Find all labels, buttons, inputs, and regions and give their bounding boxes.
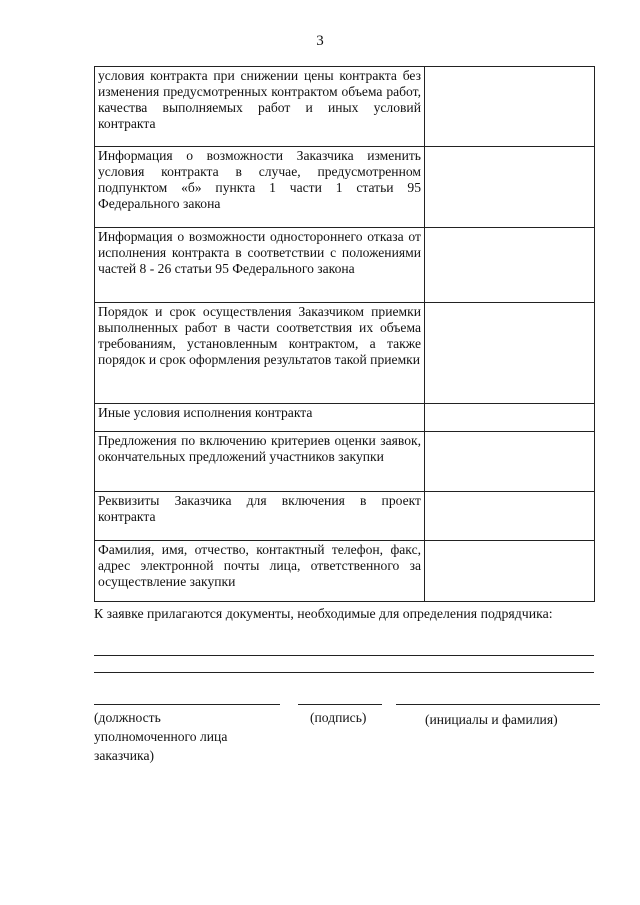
attachments-note: К заявке прилагаются документы, необходимые для определения подрядчика: <box>94 606 553 621</box>
row-value-cell <box>425 303 595 404</box>
row-value-cell <box>425 541 595 602</box>
row-label: Реквизиты Заказчика для включения в проект контракта <box>95 492 425 541</box>
name-caption: (инициалы и фамилия) <box>425 712 558 727</box>
table-row <box>95 228 595 303</box>
fill-in-line <box>94 655 594 656</box>
signature-line <box>298 704 382 705</box>
row-label: условия контракта при снижении цены контракта без изменения предусмотренных контрактом объема работ, качества выполняемых работ и иных условий контракта <box>95 67 425 147</box>
table-row <box>95 541 595 602</box>
row-value-cell <box>425 147 595 228</box>
position-caption-line: заказчика) <box>94 748 155 763</box>
row-label: Информация о возможности Заказчика изменить условия контракта в случае, предусмотренном подпунктом «б» пункта 1 части 1 статьи 95 Федерального закона <box>95 147 425 228</box>
signature-caption: (подпись) <box>310 710 367 725</box>
table-row <box>95 404 595 432</box>
name-signature-line <box>396 704 600 705</box>
position-caption <box>94 708 227 765</box>
row-value-cell <box>425 404 595 432</box>
fill-in-line <box>94 672 594 673</box>
row-label: Иные условия исполнения контракта <box>95 404 425 432</box>
row-label: Фамилия, имя, отчество, контактный телефон, факс, адрес электронной почты лица, ответственного за осуществление закупки <box>95 541 425 602</box>
table-row <box>95 67 595 147</box>
position-caption-line: (должность <box>94 710 161 725</box>
row-label: Предложения по включению критериев оценки заявок, окончательных предложений участников закупки <box>95 432 425 492</box>
row-value-cell <box>425 228 595 303</box>
position-signature-line <box>94 704 280 705</box>
page-number: 3 <box>316 33 324 49</box>
row-label: Порядок и срок осуществления Заказчиком приемки выполненных работ в части соответствия их объема требованиям, установленным контрактом, а также порядок и срок оформления результатов такой приемки <box>95 303 425 404</box>
row-value-cell <box>425 492 595 541</box>
procurement-form-table <box>94 66 595 602</box>
row-label: Информация о возможности одностороннего отказа от исполнения контракта в соответствии с положениями частей 8 - 26 статьи 95 Федерального закона <box>95 228 425 303</box>
row-value-cell <box>425 432 595 492</box>
table-row <box>95 303 595 404</box>
table-row <box>95 492 595 541</box>
table-row <box>95 147 595 228</box>
row-value-cell <box>425 67 595 147</box>
table-row <box>95 432 595 492</box>
position-caption-line: уполномоченного лица <box>94 729 228 744</box>
